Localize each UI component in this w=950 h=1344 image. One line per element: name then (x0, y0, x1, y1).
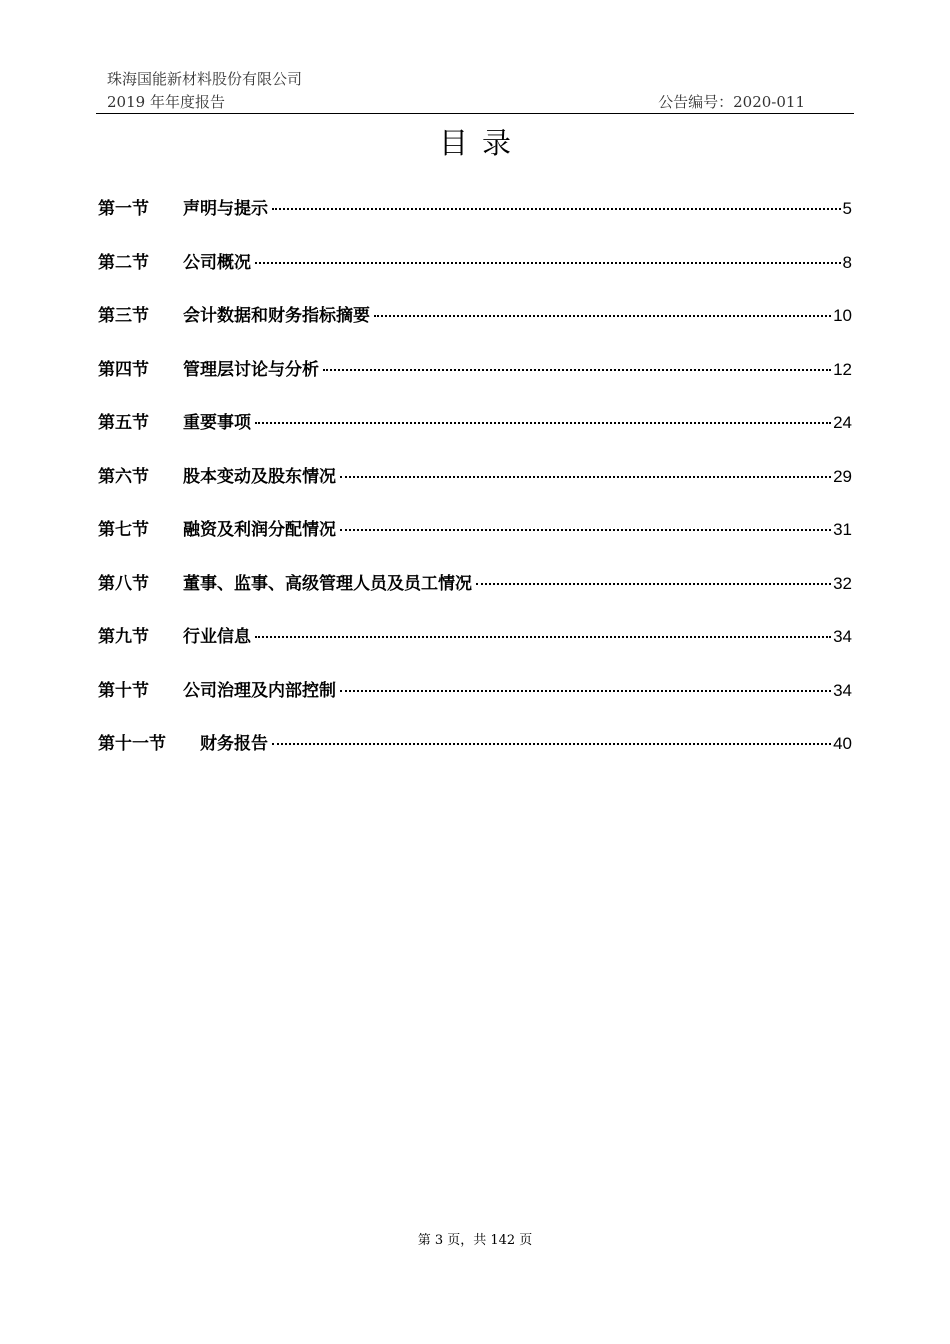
toc-dot-leader (255, 422, 831, 424)
toc-entry[interactable] (98, 301, 852, 355)
toc-entry-number: 第十一节 (98, 734, 166, 754)
toc-entry-number: 第三节 (98, 306, 149, 326)
toc-entry[interactable] (98, 462, 852, 516)
toc-entry-label: 公司治理及内部控制 (183, 680, 336, 701)
toc-entry[interactable] (98, 676, 852, 730)
toc-entry-page: 24 (833, 413, 852, 432)
toc-dot-leader (272, 208, 841, 210)
toc-entry-label: 行业信息 (183, 627, 251, 647)
toc-entry[interactable] (98, 729, 852, 783)
toc-dot-leader (340, 476, 831, 478)
header-announcement-number: 公告编号：2020-011 (658, 93, 805, 111)
toc-entry-label: 声明与提示 (183, 199, 268, 219)
toc-entry[interactable] (98, 569, 852, 623)
toc-entry-page: 5 (842, 199, 852, 218)
toc-entry-number: 第二节 (98, 252, 149, 273)
toc-entry-page: 34 (833, 680, 852, 700)
toc-entry-page: 32 (833, 573, 852, 593)
toc-entry-label: 公司概况 (183, 252, 251, 273)
toc-entry-number: 第一节 (98, 199, 149, 219)
toc-entry-page: 40 (833, 734, 852, 753)
toc-entry-label: 重要事项 (183, 413, 251, 433)
toc-dot-leader (374, 315, 831, 317)
toc-dot-leader (340, 529, 831, 531)
toc-entry[interactable] (98, 408, 852, 462)
toc-dot-leader (476, 583, 831, 585)
table-of-contents (98, 194, 852, 783)
toc-entry-label: 董事、监事、高级管理人员及员工情况 (183, 573, 472, 594)
toc-dot-leader (340, 690, 831, 692)
toc-entry-number: 第四节 (98, 359, 149, 380)
toc-dot-leader (255, 262, 841, 264)
toc-title: 目录 (438, 126, 525, 160)
toc-entry-label: 融资及利润分配情况 (183, 520, 336, 540)
toc-entry-number: 第九节 (98, 627, 149, 647)
toc-entry[interactable] (98, 515, 852, 569)
toc-entry[interactable] (98, 355, 852, 409)
toc-entry-page: 29 (833, 466, 852, 486)
toc-entry-page: 12 (833, 359, 852, 379)
toc-entry-number: 第七节 (98, 520, 149, 540)
header-company-name: 珠海国能新材料股份有限公司 (107, 70, 303, 88)
toc-entry[interactable] (98, 248, 852, 302)
header-report-title: 2019 年年度报告 (107, 93, 225, 111)
toc-entry-number: 第十节 (98, 680, 149, 701)
toc-entry-label: 管理层讨论与分析 (183, 359, 319, 380)
toc-entry-label: 财务报告 (200, 734, 268, 754)
toc-entry-label: 股本变动及股东情况 (183, 466, 336, 487)
toc-entry[interactable] (98, 194, 852, 248)
toc-entry-page: 34 (833, 627, 852, 646)
toc-entry-page: 8 (842, 252, 852, 272)
header-divider (96, 113, 854, 114)
toc-entry[interactable] (98, 622, 852, 676)
toc-dot-leader (323, 369, 831, 371)
toc-dot-leader (272, 743, 831, 745)
toc-entry-number: 第五节 (98, 413, 149, 433)
toc-entry-page: 31 (833, 520, 852, 539)
toc-entry-label: 会计数据和财务指标摘要 (183, 306, 370, 326)
toc-entry-page: 10 (833, 306, 852, 325)
toc-dot-leader (255, 636, 831, 638)
toc-entry-number: 第八节 (98, 573, 149, 594)
page-footer: 第 3 页，共 142 页 (417, 1233, 533, 1248)
toc-entry-number: 第六节 (98, 466, 149, 487)
